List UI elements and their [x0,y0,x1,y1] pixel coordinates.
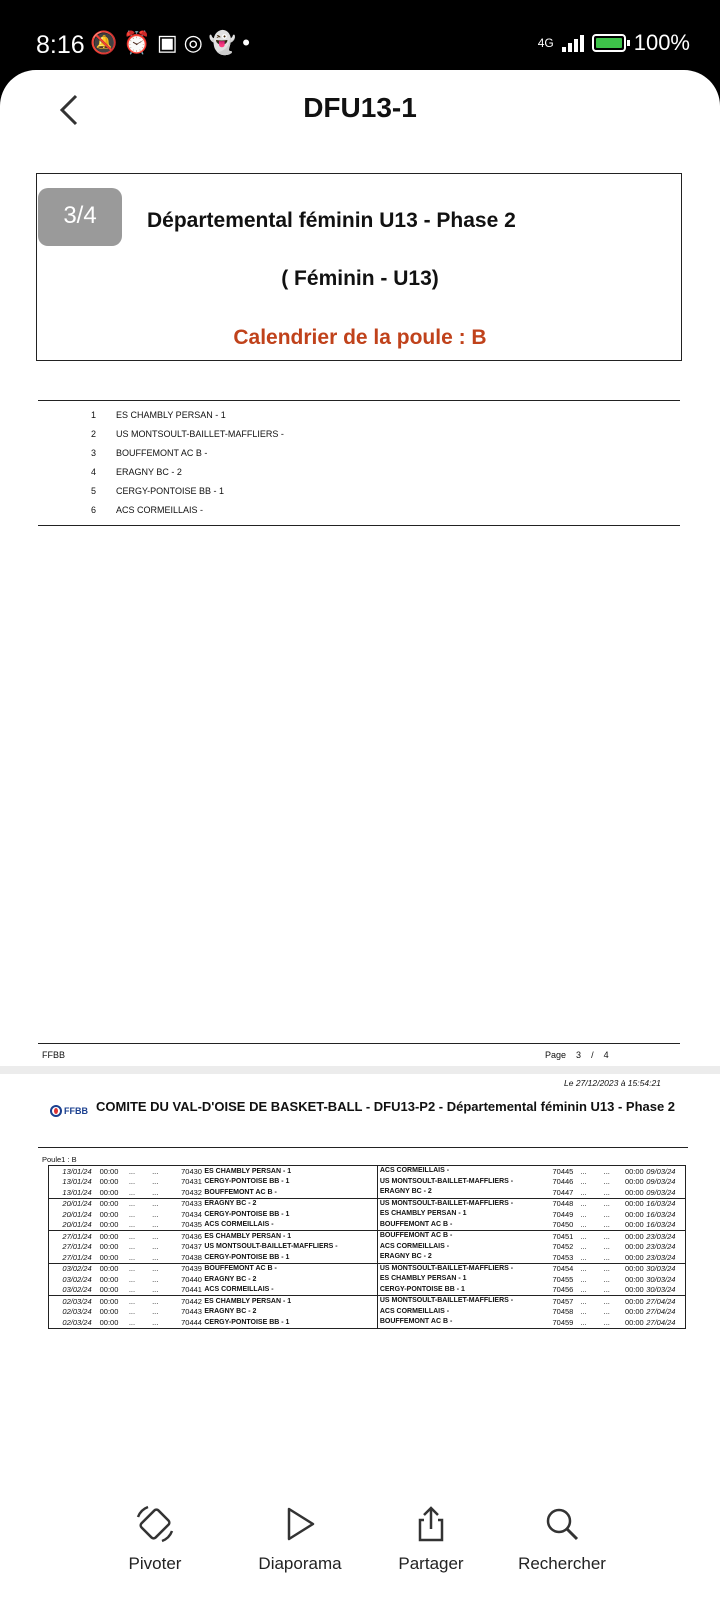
return-match-date: 09/03/24 [646,1177,676,1187]
placeholder-cell: ... [580,1264,587,1274]
placeholder-cell: ... [128,1264,136,1274]
return-match-date: 09/03/24 [646,1187,676,1197]
list-item [38,405,680,424]
placeholder-cell: ... [152,1166,159,1176]
footer-page-number: 3 [576,1050,582,1060]
placeholder-cell: ... [152,1242,159,1252]
table-row [49,1307,685,1318]
ffbb-logo [50,1105,88,1117]
page-title: DFU13-1 [303,92,417,123]
placeholder-cell: ... [603,1264,610,1274]
match-number: 70438 [181,1252,202,1262]
return-match-number: 70451 [552,1231,574,1241]
match-number: 70434 [181,1209,202,1219]
team-number: 4 [90,466,96,477]
away-team: ACS CORMEILLAIS - [377,1242,546,1253]
placeholder-cell: ... [128,1285,136,1295]
footer-page [545,1050,609,1060]
match-date: 20/01/24 [62,1220,92,1230]
footer-rule [38,1043,680,1044]
footer-page-label: Page [545,1050,567,1060]
list-item [38,500,680,519]
away-team: ERAGNY BC - 2 [377,1252,546,1263]
return-match-time: 00:00 [624,1252,644,1262]
placeholder-cell: ... [128,1209,136,1219]
return-match-date: 30/03/24 [646,1274,676,1284]
table-row [49,1177,685,1188]
table-row [49,1264,685,1275]
table-row [49,1209,685,1220]
return-match-time: 00:00 [624,1307,644,1317]
mute-icon: 🔕 [90,30,124,55]
placeholder-cell: ... [580,1231,587,1241]
placeholder-cell: ... [603,1220,610,1230]
match-date: 27/01/24 [62,1252,92,1262]
team-number: 1 [90,409,96,420]
placeholder-cell: ... [152,1285,159,1295]
placeholder-cell: ... [128,1296,136,1306]
placeholder-cell: ... [603,1252,610,1262]
page-indicator-badge: 3/4 [38,188,122,246]
placeholder-cell: ... [580,1317,587,1327]
app-icon: ▣ [156,30,184,55]
match-time: 00:00 [99,1307,119,1317]
placeholder-cell: ... [603,1307,610,1317]
match-day-group [49,1296,685,1328]
footer-page-sep: / [591,1050,594,1060]
battery-level: 100% [633,30,690,55]
match-time: 00:00 [99,1177,119,1187]
away-team: ES CHAMBLY PERSAN - 1 [377,1209,546,1220]
footer-org: FFBB [42,1050,66,1060]
placeholder-cell: ... [603,1274,610,1284]
match-time: 00:00 [99,1231,119,1241]
placeholder-cell: ... [152,1307,159,1317]
match-date: 02/03/24 [62,1296,92,1306]
table-row [49,1187,685,1198]
return-match-date: 09/03/24 [646,1166,676,1176]
return-match-number: 70448 [552,1199,574,1209]
match-day-group [49,1166,685,1199]
table-row [49,1274,685,1285]
return-match-date: 30/03/24 [646,1264,676,1274]
home-team: ES CHAMBLY PERSAN - 1 [204,1167,292,1175]
placeholder-cell: ... [152,1209,159,1219]
return-match-time: 00:00 [624,1274,644,1284]
placeholder-cell: ... [603,1166,610,1176]
away-team: ACS CORMEILLAIS - [377,1307,546,1318]
play-icon [280,1504,320,1544]
rotate-label: Pivoter [128,1554,182,1573]
match-number: 70439 [181,1264,202,1274]
page-separator [0,1066,720,1074]
placeholder-cell: ... [128,1231,136,1241]
match-day-group [49,1199,685,1232]
placeholder-cell: ... [603,1296,610,1306]
basketball-icon [50,1105,62,1117]
away-team: BOUFFEMONT AC B - [377,1317,546,1328]
placeholder-cell: ... [128,1242,136,1252]
return-match-date: 16/03/24 [646,1220,676,1230]
return-match-time: 00:00 [624,1199,644,1209]
return-match-date: 27/04/24 [646,1307,676,1317]
away-team: ES CHAMBLY PERSAN - 1 [377,1274,546,1285]
return-match-number: 70455 [552,1274,574,1284]
match-day-group [49,1231,685,1264]
placeholder-cell: ... [152,1231,159,1241]
home-team: ERAGNY BC - 2 [204,1275,257,1283]
home-team: ERAGNY BC - 2 [204,1200,257,1208]
team-number: 3 [90,447,96,458]
match-number: 70432 [181,1187,202,1197]
home-team: US MONTSOULT-BAILLET-MAFFLIERS - [204,1243,338,1251]
placeholder-cell: ... [128,1317,136,1327]
match-date: 27/01/24 [62,1242,92,1252]
list-item [38,443,680,462]
status-time: 8:16 [36,31,85,59]
away-team: US MONTSOULT-BAILLET-MAFFLIERS - [377,1296,546,1307]
placeholder-cell: ... [580,1166,587,1176]
away-team: CERGY-PONTOISE BB - 1 [377,1285,546,1296]
placeholder-cell: ... [152,1264,159,1274]
match-time: 00:00 [99,1285,119,1295]
placeholder-cell: ... [580,1274,587,1284]
print-date: Le 27/12/2023 à 15:54:21 [564,1078,661,1088]
placeholder-cell: ... [603,1231,610,1241]
match-time: 00:00 [99,1199,119,1209]
away-team: ERAGNY BC - 2 [377,1187,546,1198]
return-match-number: 70446 [552,1177,574,1187]
match-number: 70443 [181,1307,202,1317]
match-time: 00:00 [99,1166,119,1176]
return-match-date: 27/04/24 [646,1296,676,1306]
match-number: 70441 [181,1285,202,1295]
return-match-number: 70456 [552,1285,574,1295]
return-match-number: 70452 [552,1242,574,1252]
home-team: BOUFFEMONT AC B - [204,1265,277,1273]
slideshow-label: Diaporama [258,1554,342,1573]
home-team: CERGY-PONTOISE BB - 1 [204,1210,290,1218]
return-match-time: 00:00 [624,1296,644,1306]
home-team: BOUFFEMONT AC B - [204,1188,277,1196]
table-row [49,1252,685,1263]
match-day-group [49,1264,685,1297]
share-button[interactable] [371,1500,491,1574]
footer-page-total: 4 [603,1050,609,1060]
placeholder-cell: ... [128,1166,136,1176]
instagram-icon: ◎ [183,30,209,55]
match-time: 00:00 [99,1187,119,1197]
team-name: US MONTSOULT-BAILLET-MAFFLIERS - [116,428,284,439]
teams-list [38,400,680,526]
placeholder-cell: ... [580,1177,587,1187]
placeholder-cell: ... [580,1285,587,1295]
placeholder-cell: ... [603,1285,610,1295]
schedule-table [48,1165,686,1329]
match-date: 20/01/24 [62,1209,92,1219]
return-match-number: 70447 [552,1187,574,1197]
team-number: 6 [90,504,96,515]
team-name: BOUFFEMONT AC B - [116,447,208,458]
placeholder-cell: ... [603,1177,610,1187]
return-match-date: 16/03/24 [646,1209,676,1219]
placeholder-cell: ... [152,1220,159,1230]
return-match-number: 70450 [552,1220,574,1230]
logo-text: FFBB [64,1106,88,1116]
calendar-heading: Calendrier de la poule : B [233,326,487,349]
list-item [38,481,680,500]
placeholder-cell: ... [152,1317,159,1327]
return-match-date: 16/03/24 [646,1199,676,1209]
placeholder-cell: ... [603,1242,610,1252]
match-date: 03/02/24 [62,1285,92,1295]
committee-title: COMITE DU VAL-D'OISE DE BASKET-BALL - DFU13-P2 - Départemental féminin U13 - Phase 2 [96,1099,676,1114]
placeholder-cell: ... [603,1209,610,1219]
return-match-time: 00:00 [624,1177,644,1187]
placeholder-cell: ... [128,1187,136,1197]
return-match-time: 00:00 [624,1231,644,1241]
placeholder-cell: ... [128,1274,136,1284]
table-row [49,1285,685,1296]
match-number: 70436 [181,1231,202,1241]
placeholder-cell: ... [580,1187,587,1197]
return-match-time: 00:00 [624,1187,644,1197]
search-icon [542,1504,582,1544]
home-team: CERGY-PONTOISE BB - 1 [204,1253,290,1261]
table-row [49,1296,685,1307]
signal-icon [562,34,584,52]
category-label: ( Féminin - U13) [281,267,439,290]
placeholder-cell: ... [152,1296,159,1306]
team-name: ERAGNY BC - 2 [116,466,182,477]
home-team: CERGY-PONTOISE BB - 1 [204,1318,290,1326]
home-team: ES CHAMBLY PERSAN - 1 [204,1232,292,1240]
search-button[interactable] [502,1500,622,1574]
table-row [49,1242,685,1253]
return-match-number: 70445 [552,1166,574,1176]
placeholder-cell: ... [152,1252,159,1262]
return-match-date: 30/03/24 [646,1285,676,1295]
placeholder-cell: ... [580,1199,587,1209]
match-date: 02/03/24 [62,1317,92,1327]
placeholder-cell: ... [128,1199,136,1209]
bottom-toolbar [0,1500,720,1600]
placeholder-cell: ... [603,1317,610,1327]
return-match-time: 00:00 [624,1264,644,1274]
table-row [49,1166,685,1177]
placeholder-cell: ... [603,1199,610,1209]
return-match-time: 00:00 [624,1242,644,1252]
poule-label: Poule1 : B [42,1155,77,1164]
search-label: Rechercher [518,1554,606,1573]
return-match-date: 23/03/24 [646,1252,676,1262]
placeholder-cell: ... [580,1252,587,1262]
match-number: 70444 [181,1317,202,1327]
slideshow-button[interactable] [240,1500,360,1574]
placeholder-cell: ... [580,1307,587,1317]
list-item [38,424,680,443]
title-rule [38,1147,688,1148]
match-date: 20/01/24 [62,1199,92,1209]
placeholder-cell: ... [580,1296,587,1306]
match-date: 13/01/24 [62,1187,92,1197]
placeholder-cell: ... [580,1242,587,1252]
team-name: ES CHAMBLY PERSAN - 1 [116,409,226,420]
placeholder-cell: ... [152,1177,159,1187]
placeholder-cell: ... [128,1177,136,1187]
network-type: 4G [537,35,554,50]
away-team: US MONTSOULT-BAILLET-MAFFLIERS - [377,1177,546,1188]
placeholder-cell: ... [152,1274,159,1284]
return-match-date: 23/03/24 [646,1231,676,1241]
table-row [49,1220,685,1231]
table-row [49,1199,685,1210]
placeholder-cell: ... [152,1199,159,1209]
team-name: ACS CORMEILLAIS - [116,504,204,515]
match-number: 70430 [181,1166,202,1176]
placeholder-cell: ... [580,1209,587,1219]
rotate-button[interactable] [95,1500,215,1574]
match-time: 00:00 [99,1209,119,1219]
return-match-date: 23/03/24 [646,1242,676,1252]
placeholder-cell: ... [128,1307,136,1317]
match-date: 02/03/24 [62,1307,92,1317]
match-date: 13/01/24 [62,1166,92,1176]
home-team: ERAGNY BC - 2 [204,1308,257,1316]
away-team: ACS CORMEILLAIS - [377,1166,546,1177]
match-number: 70435 [181,1220,202,1230]
match-time: 00:00 [99,1296,119,1306]
return-match-number: 70458 [552,1307,574,1317]
return-match-time: 00:00 [624,1166,644,1176]
match-time: 00:00 [99,1252,119,1262]
match-number: 70433 [181,1199,202,1209]
placeholder-cell: ... [603,1187,610,1197]
competition-title: Départemental féminin U13 - Phase 2 [147,209,516,232]
match-time: 00:00 [99,1220,119,1230]
away-team: US MONTSOULT-BAILLET-MAFFLIERS - [377,1264,546,1275]
home-team: ES CHAMBLY PERSAN - 1 [204,1297,292,1305]
match-time: 00:00 [99,1274,119,1284]
share-icon [411,1504,451,1544]
return-match-date: 27/04/24 [646,1317,676,1327]
status-right [538,30,690,56]
snapchat-icon: 👻 [208,30,243,55]
alarm-icon: ⏰ [123,30,157,55]
return-match-number: 70454 [552,1264,574,1274]
return-match-time: 00:00 [624,1220,644,1230]
return-match-number: 70449 [552,1209,574,1219]
home-team: CERGY-PONTOISE BB - 1 [204,1178,290,1186]
match-number: 70442 [181,1296,202,1306]
return-match-number: 70459 [552,1317,574,1327]
away-team: BOUFFEMONT AC B - [377,1231,546,1242]
match-date: 03/02/24 [62,1264,92,1274]
match-time: 00:00 [99,1264,119,1274]
list-item [38,462,680,481]
return-match-time: 00:00 [624,1317,644,1327]
home-team: ACS CORMEILLAIS - [204,1221,274,1229]
notification-icons [90,30,256,56]
return-match-number: 70457 [552,1296,574,1306]
rotate-icon [134,1503,176,1545]
team-name: CERGY-PONTOISE BB - 1 [116,485,225,496]
table-row [49,1231,685,1242]
table-row [49,1317,685,1328]
match-number: 70437 [181,1242,202,1252]
placeholder-cell: ... [128,1252,136,1262]
return-match-time: 00:00 [624,1285,644,1295]
return-match-time: 00:00 [624,1209,644,1219]
match-number: 70440 [181,1274,202,1284]
share-label: Partager [398,1554,464,1573]
placeholder-cell: ... [128,1220,136,1230]
away-team: US MONTSOULT-BAILLET-MAFFLIERS - [377,1199,546,1210]
placeholder-cell: ... [152,1187,159,1197]
away-team: BOUFFEMONT AC B - [377,1220,546,1231]
dot-icon: • [242,30,256,55]
battery-icon [592,34,626,52]
home-team: ACS CORMEILLAIS - [204,1286,274,1294]
placeholder-cell: ... [580,1220,587,1230]
match-date: 13/01/24 [62,1177,92,1187]
match-date: 27/01/24 [62,1231,92,1241]
return-match-number: 70453 [552,1252,574,1262]
match-time: 00:00 [99,1317,119,1327]
match-time: 00:00 [99,1242,119,1252]
team-number: 5 [90,485,96,496]
match-date: 03/02/24 [62,1274,92,1284]
match-number: 70431 [181,1177,202,1187]
team-number: 2 [90,428,96,439]
